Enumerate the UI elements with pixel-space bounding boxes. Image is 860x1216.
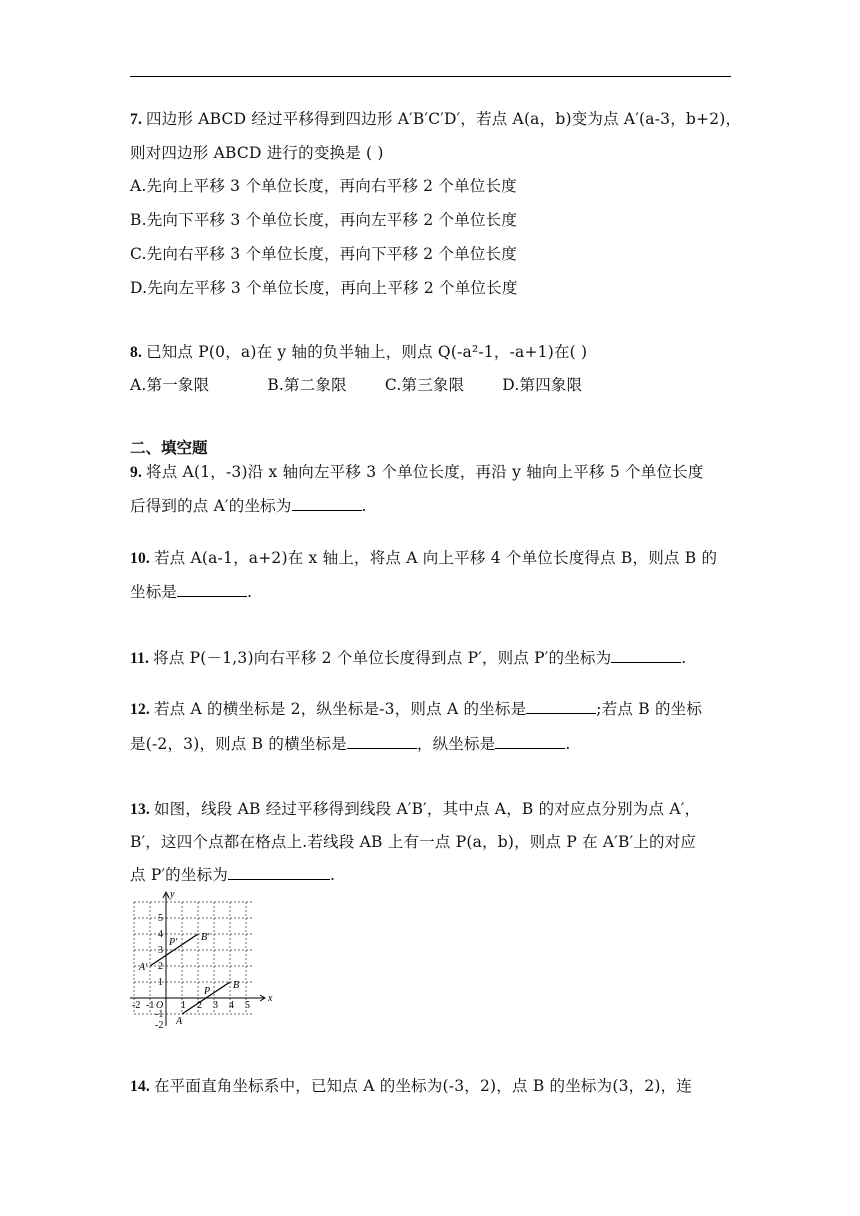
q10-line2 — [130, 580, 252, 602]
q13-stem-3: 点 P′的坐标为 — [130, 866, 228, 884]
q8-stem: 已知点 P(0，a)在 y 轴的负半轴上，则点 Q(-a²-1，-a+1)在( ) — [146, 343, 588, 361]
q11-stem: 将点 P(－1,3)向右平移 2 个单位长度得到点 P′，则点 P′的坐标为 — [153, 649, 612, 667]
label-b-prime: B′ — [201, 932, 210, 943]
x-tick--1: -1 — [146, 1000, 155, 1011]
x-tick-5: 5 — [245, 1000, 250, 1011]
q11-number: 11. — [130, 650, 150, 667]
q8-option-a: A.第一象限 — [130, 376, 210, 394]
q9-stem-2: 后得到的点 A′的坐标为 — [130, 497, 292, 515]
y-tick-3: 3 — [158, 945, 163, 956]
q13-line1 — [130, 797, 700, 819]
q9-answer-blank[interactable] — [292, 496, 362, 511]
label-p: P — [204, 986, 211, 997]
q10-line1 — [130, 546, 717, 568]
q10-stem-1: 若点 A(a-1，a+2)在 x 轴上，将点 A 向上平移 4 个单位长度得点 B，则点 B 的 — [153, 549, 718, 567]
x-tick-1: 1 — [181, 1000, 186, 1011]
q12-stem-1b: ;若点 B 的坐标 — [596, 700, 703, 718]
grid-lines — [134, 902, 254, 1014]
q13-number: 13. — [130, 801, 150, 818]
q12-answer-blank-3[interactable] — [495, 734, 565, 749]
q13-stem-1: 如图，线段 AB 经过平移得到线段 A′B′，其中点 A，B 的对应点分别为点 A′， — [153, 800, 701, 818]
q12-line2 — [130, 732, 571, 754]
q9-line2 — [130, 494, 367, 516]
label-a: A — [176, 1016, 183, 1027]
q12-line1 — [130, 697, 702, 719]
q10-answer-blank[interactable] — [177, 582, 247, 597]
q12-period: . — [565, 735, 571, 753]
q7-option-a: A.先向上平移 3 个单位长度，再向右平移 2 个单位长度 — [130, 177, 517, 195]
q14-number: 14. — [130, 1078, 150, 1095]
q14-line1 — [130, 1074, 692, 1096]
header-rule — [130, 76, 731, 77]
q7-number: 7. — [130, 111, 143, 128]
y-tick-4: 4 — [158, 929, 163, 940]
x-tick--2: -2 — [132, 1000, 141, 1011]
q12-stem-2b: ，纵坐标是 — [416, 735, 496, 753]
section-title-fill-in: 二、填空题 — [130, 439, 208, 457]
q7-line1 — [130, 107, 741, 129]
y-tick-5: 5 — [158, 913, 163, 924]
x-axis-label: x — [268, 993, 273, 1004]
q13-coordinate-figure — [128, 888, 278, 1034]
y-tick-2: 2 — [158, 961, 163, 972]
q9-period: . — [361, 497, 367, 515]
y-tick--2: -2 — [155, 1020, 164, 1030]
y-tick--1: -1 — [155, 1009, 164, 1020]
x-tick-3: 3 — [213, 1000, 218, 1011]
q8-options — [130, 373, 582, 395]
q9-stem-1: 将点 A(1，-3)沿 x 轴向左平移 3 个单位长度，再沿 y 轴向上平移 5 个单位长度 — [146, 463, 704, 481]
q8-option-c: C.第三象限 — [384, 376, 465, 394]
q10-stem-2: 坐标是 — [130, 583, 178, 601]
q7-option-c: C.先向右平移 3 个单位长度，再向下平移 2 个单位长度 — [130, 245, 517, 263]
q7-option-b: B.先向下平移 3 个单位长度，再向左平移 2 个单位长度 — [130, 211, 518, 229]
x-tick-2: 2 — [197, 1000, 202, 1011]
q13-answer-blank[interactable] — [228, 865, 330, 880]
label-b: B — [233, 980, 240, 991]
q13-line2: B′，这四个点都在格点上.若线段 AB 上有一点 P(a，b)，则点 P 在 A′B′上的对应 — [130, 833, 697, 851]
x-tick-4: 4 — [229, 1000, 234, 1011]
label-a-prime: A′ — [139, 962, 148, 973]
q8-number: 8. — [130, 344, 143, 361]
coordinate-grid — [128, 888, 278, 1030]
q8-option-d: D.第四象限 — [502, 376, 583, 394]
q11-line1 — [130, 646, 686, 668]
q10-period: . — [247, 583, 253, 601]
origin-label: O — [156, 1000, 164, 1011]
q11-answer-blank[interactable] — [611, 648, 681, 663]
q12-stem-1a: 若点 A 的横坐标是 2，纵坐标是-3，则点 A 的坐标是 — [153, 700, 527, 718]
q13-line3 — [130, 863, 335, 885]
q8-line1 — [130, 340, 587, 362]
q8-option-b: B.第二象限 — [267, 376, 347, 394]
q9-line1 — [130, 460, 704, 482]
q12-stem-2a: 是(-2，3)，则点 B 的横坐标是 — [130, 735, 347, 753]
q9-number: 9. — [130, 464, 143, 481]
q11-period: . — [681, 649, 687, 667]
label-p-prime: P′ — [169, 937, 178, 948]
q7-line2: 则对四边形 ABCD 进行的变换是 ( ) — [130, 144, 384, 162]
q12-answer-blank-1[interactable] — [526, 699, 596, 714]
q12-number: 12. — [130, 701, 150, 718]
y-tick-1: 1 — [158, 977, 163, 988]
q12-answer-blank-2[interactable] — [347, 734, 417, 749]
q7-option-d: D.先向左平移 3 个单位长度，再向上平移 2 个单位长度 — [130, 279, 518, 297]
q13-period: . — [329, 866, 336, 884]
q7-stem-1: 四边形 ABCD 经过平移得到四边形 A′B′C′D′，若点 A(a，b)变为点 A′(a-3，b+2)， — [146, 110, 742, 128]
q10-number: 10. — [130, 550, 150, 567]
q14-stem-1: 在平面直角坐标系中，已知点 A 的坐标为(-3，2)，点 B 的坐标为(3，2)，连 — [153, 1077, 693, 1095]
y-axis-label: y — [170, 889, 175, 900]
